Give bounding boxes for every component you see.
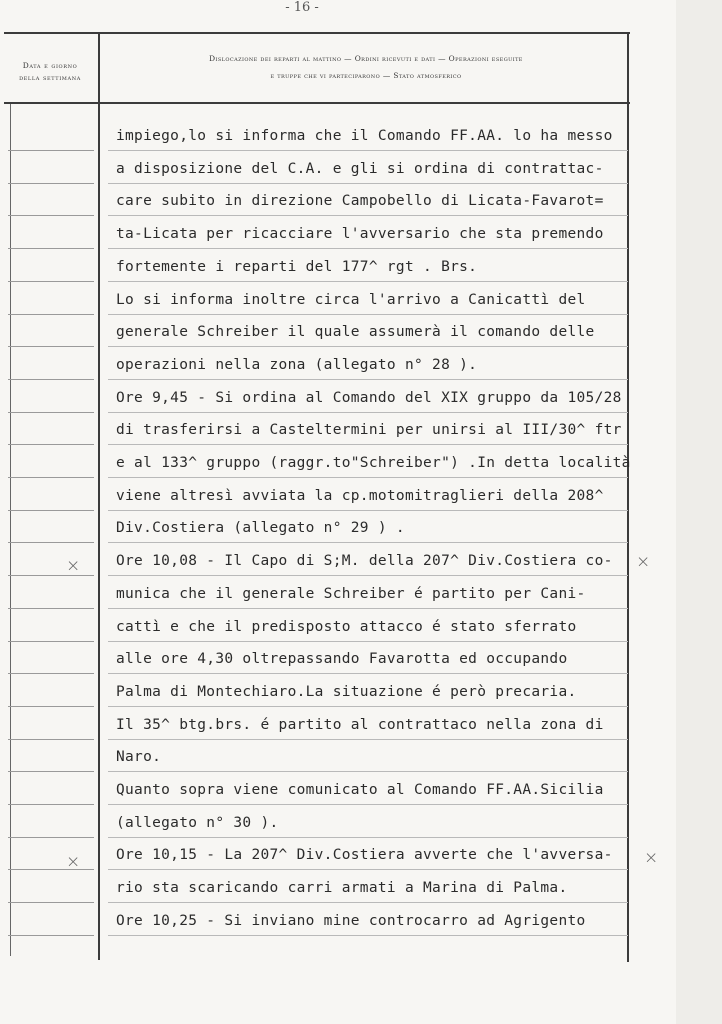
text-line: alle ore 4,30 oltrepassando Favarotta ed occupando: [116, 651, 568, 668]
text-line: Il 35^ btg.brs. é partito al contrattaco nella zona di: [116, 716, 604, 733]
ruled-line: [108, 314, 628, 315]
text-line: Ore 9,45 - Si ordina al Comando del XIX gruppo da 105/28: [116, 389, 622, 406]
date-column-ruled-line: [8, 641, 94, 642]
header-description-line-1: Dislocazione dei reparti al mattino — Ordini ricevuti e dati — Operazioni eseguite: [209, 54, 523, 63]
text-line: munica che il generale Schreiber é partito per Cani-: [116, 585, 586, 602]
date-column-ruled-line: [8, 346, 94, 347]
left-margin-line: [10, 104, 11, 956]
text-line: (allegato n° 30 ).: [116, 814, 279, 831]
margin-check-mark-right: ×: [644, 848, 659, 868]
ruled-line: [108, 869, 628, 870]
text-line: Lo si informa inoltre circa l'arrivo a Canicattì del: [116, 291, 586, 308]
ruled-line: [108, 412, 628, 413]
ruled-line: [108, 215, 628, 216]
ruled-line: [108, 248, 628, 249]
text-line: impiego,lo si informa che il Comando FF.AA. lo ha messo: [116, 128, 613, 144]
text-line: Ore 10,08 - Il Capo di S;M. della 207^ Div.Costiera co-: [116, 553, 613, 570]
text-line: Naro.: [116, 749, 162, 766]
date-column-ruled-line: [8, 215, 94, 216]
ruled-line: [108, 706, 628, 707]
date-column-ruled-line: [8, 314, 94, 315]
date-column-ruled-line: [8, 379, 94, 380]
ruled-line: [108, 379, 628, 380]
text-line: rio sta scaricando carri armati a Marina di Palma.: [116, 880, 568, 897]
header-description-line-2: e truppe che vi parteciparono — Stato atmosferico: [270, 71, 462, 80]
date-column-ruled-line: [8, 444, 94, 445]
date-column-ruled-line: [8, 771, 94, 772]
frame-right-line: [627, 32, 629, 962]
ruled-line: [108, 510, 628, 511]
date-column-ruled-line: [8, 412, 94, 413]
date-column-ruled-line: [8, 183, 94, 184]
ruled-line: [108, 346, 628, 347]
text-line: cattì e che il predisposto attacco é stato sferrato: [116, 618, 577, 635]
date-column-ruled-line: [8, 673, 94, 674]
date-column-ruled-line: [8, 935, 94, 936]
text-line: Ore 10,25 - Si inviano mine controcarro ad Agrigento: [116, 912, 586, 929]
ruled-line: [108, 444, 628, 445]
paper-edge: [676, 0, 722, 1024]
header-weekday-label: della settimana: [19, 73, 81, 82]
text-line: viene altresì avviata la cp.motomitraglieri della 208^: [116, 487, 604, 504]
page-number: - 16 -: [285, 0, 319, 15]
date-column-ruled-line: [8, 477, 94, 478]
header-description-column: [108, 50, 624, 84]
ruled-line: [108, 837, 628, 838]
column-divider: [98, 32, 100, 960]
margin-check-mark-left: ×: [66, 556, 81, 576]
date-column-ruled-line: [8, 542, 94, 543]
ruled-line: [108, 902, 628, 903]
text-line: Quanto sopra viene comunicato al Comando FF.AA.Sicilia: [116, 782, 604, 798]
ruled-line: [108, 575, 628, 576]
ruled-line: [108, 150, 628, 151]
ruled-line: [108, 771, 628, 772]
margin-check-mark-right: ×: [636, 552, 651, 572]
text-line: ta-Licata per ricacciare l'avversario che sta premendo: [116, 226, 604, 243]
ruled-line: [108, 183, 628, 184]
date-column-ruled-line: [8, 706, 94, 707]
date-column-ruled-line: [8, 575, 94, 576]
date-column-ruled-line: [8, 739, 94, 740]
ruled-line: [108, 673, 628, 674]
text-line: generale Schreiber il quale assumerà il comando delle: [116, 324, 595, 341]
date-column-ruled-line: [8, 510, 94, 511]
ruled-line: [108, 477, 628, 478]
text-line: Div.Costiera (allegato n° 29 ) .: [116, 520, 405, 537]
text-line: Ore 10,15 - La 207^ Div.Costiera avverte che l'avversa-: [116, 847, 613, 864]
text-line: a disposizione del C.A. e gli si ordina di contrattac-: [116, 160, 604, 177]
text-line: care subito in direzione Campobello di Licata-Favarot=: [116, 193, 604, 210]
text-line: Palma di Montechiaro.La situazione é però precaria.: [116, 683, 577, 700]
date-column-ruled-line: [8, 804, 94, 805]
date-column-ruled-line: [8, 248, 94, 249]
text-line: operazioni nella zona (allegato n° 28 ).: [116, 356, 478, 373]
date-column-ruled-line: [8, 150, 94, 151]
text-line: di trasferirsi a Casteltermini per unirsi al III/30^ ftr: [116, 422, 622, 439]
header-date-column: [4, 60, 96, 84]
margin-check-mark-left: ×: [66, 852, 81, 872]
header-date-label: Data e giorno: [22, 61, 78, 70]
date-column-ruled-line: [8, 869, 94, 870]
ruled-line: [108, 804, 628, 805]
ruled-line: [108, 641, 628, 642]
text-line: e al 133^ gruppo (raggr.to"Schreiber") .In detta località: [116, 455, 631, 471]
ruled-line: [108, 542, 628, 543]
ruled-line: [108, 281, 628, 282]
date-column-ruled-line: [8, 608, 94, 609]
ruled-line: [108, 739, 628, 740]
text-line: fortemente i reparti del 177^ rgt . Brs.: [116, 258, 478, 275]
date-column-ruled-line: [8, 837, 94, 838]
date-column-ruled-line: [8, 902, 94, 903]
ruled-line: [108, 608, 628, 609]
ruled-line: [108, 935, 628, 936]
date-column-ruled-line: [8, 281, 94, 282]
